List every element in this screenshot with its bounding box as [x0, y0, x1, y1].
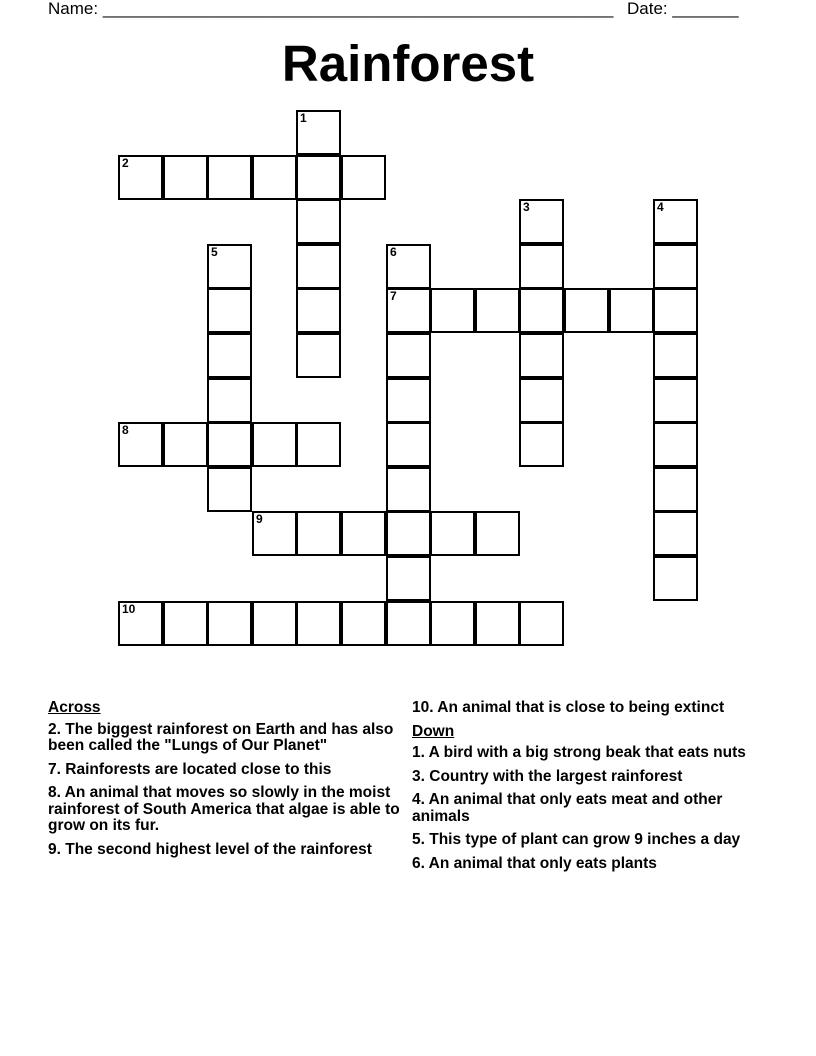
- clue-text: The second highest level of the rainforest: [65, 840, 372, 858]
- grid-cell[interactable]: [653, 378, 698, 423]
- grid-cell[interactable]: [163, 422, 208, 467]
- grid-cell[interactable]: [252, 601, 297, 646]
- clue-across-8: [48, 785, 403, 835]
- grid-cell[interactable]: [519, 199, 564, 244]
- grid-cell[interactable]: [653, 467, 698, 512]
- grid-cell[interactable]: [475, 511, 520, 556]
- clue-text: An animal that moves so slowly in the moist rainforest of South America that algae is able to grow on its fur.: [48, 784, 400, 834]
- grid-cell[interactable]: [118, 601, 163, 646]
- grid-cell[interactable]: [207, 467, 252, 512]
- clue-number: 5.: [412, 831, 425, 848]
- name-label: Name:: [48, 0, 99, 18]
- grid-cell[interactable]: [207, 601, 252, 646]
- grid-cell[interactable]: [386, 467, 431, 512]
- clue-number: 10.: [412, 699, 434, 716]
- clue-number: 4.: [412, 791, 425, 808]
- grid-cell[interactable]: [252, 511, 297, 556]
- grid-cell[interactable]: [519, 244, 564, 289]
- grid-cell[interactable]: [653, 244, 698, 289]
- clue-number: 8.: [48, 784, 61, 801]
- grid-cell[interactable]: [296, 601, 341, 646]
- clue-text: Country with the largest rainforest: [429, 767, 683, 785]
- clue-down-6: [412, 856, 757, 873]
- down-heading: Down: [412, 722, 455, 740]
- grid-cell[interactable]: [386, 244, 431, 289]
- clue-text: Rainforests are located close to this: [65, 760, 332, 778]
- clue-number-label: 7: [390, 289, 397, 303]
- grid-cell[interactable]: [207, 422, 252, 467]
- grid-cell[interactable]: [252, 422, 297, 467]
- grid-cell[interactable]: [207, 333, 252, 378]
- clue-number: 2.: [48, 720, 61, 738]
- grid-cell[interactable]: [296, 511, 341, 556]
- clue-text: An animal that only eats meat and other animals: [412, 791, 723, 825]
- grid-cell[interactable]: [430, 601, 475, 646]
- clue-down-5: [412, 832, 757, 849]
- clue-number-label: 2: [122, 156, 129, 170]
- grid-cell[interactable]: [386, 378, 431, 423]
- grid-cell[interactable]: [386, 333, 431, 378]
- clue-number-label: 9: [256, 512, 263, 526]
- grid-cell[interactable]: [519, 601, 564, 646]
- grid-cell[interactable]: [341, 601, 386, 646]
- grid-cell[interactable]: [296, 333, 341, 378]
- grid-cell[interactable]: [341, 511, 386, 556]
- clues-left-column: [48, 700, 403, 865]
- grid-cell[interactable]: [430, 511, 475, 556]
- name-line[interactable]: ______________________________________________________: [102, 0, 614, 18]
- clue-text: An animal that is close to being extinct: [437, 699, 725, 716]
- clue-text: The biggest rainforest on Earth and has also been called the "Lungs of Our Planet": [48, 720, 394, 754]
- clue-number: 7.: [48, 760, 61, 778]
- clue-number: 1.: [412, 744, 425, 761]
- grid-cell[interactable]: [207, 378, 252, 423]
- clue-number: 9.: [48, 840, 61, 858]
- clue-number-label: 5: [211, 245, 218, 259]
- clue-across-2: [48, 722, 403, 755]
- grid-cell[interactable]: [207, 288, 252, 333]
- grid-cell[interactable]: [475, 601, 520, 646]
- clue-number-label: 4: [657, 200, 664, 214]
- grid-cell[interactable]: [163, 601, 208, 646]
- clue-number-label: 3: [523, 200, 530, 214]
- grid-cell[interactable]: [386, 511, 431, 556]
- grid-cell[interactable]: [430, 288, 475, 333]
- grid-cell[interactable]: [653, 556, 698, 601]
- grid-cell[interactable]: [609, 288, 654, 333]
- grid-cell[interactable]: [519, 422, 564, 467]
- grid-cell[interactable]: [653, 422, 698, 467]
- grid-cell[interactable]: [386, 288, 431, 333]
- clue-number: 6.: [412, 854, 425, 872]
- grid-cell[interactable]: [207, 244, 252, 289]
- clue-across-9: [48, 842, 403, 859]
- clue-text: An animal that only eats plants: [428, 854, 657, 872]
- grid-cell[interactable]: [519, 288, 564, 333]
- grid-cell[interactable]: [653, 288, 698, 333]
- across-heading: Across: [48, 699, 101, 716]
- clue-number: 3.: [412, 767, 425, 785]
- clue-down-3: [412, 769, 757, 786]
- date-label: Date:: [627, 0, 668, 18]
- clue-across-10: [412, 700, 757, 717]
- date-line[interactable]: _______: [672, 0, 739, 18]
- clue-down-4: [412, 792, 757, 825]
- grid-cell[interactable]: [386, 422, 431, 467]
- grid-cell[interactable]: [296, 288, 341, 333]
- grid-cell[interactable]: [386, 556, 431, 601]
- grid-cell[interactable]: [296, 422, 341, 467]
- grid-cell[interactable]: [118, 422, 163, 467]
- grid-cell[interactable]: [653, 511, 698, 556]
- clue-number-label: 6: [390, 245, 397, 259]
- grid-cell[interactable]: [296, 110, 341, 155]
- grid-cell[interactable]: [519, 378, 564, 423]
- clue-text: This type of plant can grow 9 inches a day: [429, 831, 741, 848]
- clue-number-label: 10: [122, 602, 136, 616]
- grid-cell[interactable]: [296, 199, 341, 244]
- clue-text: A bird with a big strong beak that eats nuts: [428, 744, 746, 761]
- grid-cell[interactable]: [296, 244, 341, 289]
- clue-number-label: 1: [300, 111, 307, 125]
- clue-across-7: [48, 762, 403, 779]
- grid-cell[interactable]: [118, 155, 163, 200]
- grid-cell[interactable]: [653, 333, 698, 378]
- clues-right-column: [412, 700, 757, 879]
- grid-cell[interactable]: [207, 155, 252, 200]
- grid-cell[interactable]: [475, 288, 520, 333]
- grid-cell[interactable]: [296, 155, 341, 200]
- clue-down-1: [412, 745, 757, 762]
- grid-cell[interactable]: [386, 601, 431, 646]
- grid-cell[interactable]: [653, 199, 698, 244]
- grid-cell[interactable]: [252, 155, 297, 200]
- grid-cell[interactable]: [341, 155, 386, 200]
- page-title: Rainforest: [281, 35, 535, 92]
- grid-cell[interactable]: [163, 155, 208, 200]
- clue-number-label: 8: [122, 423, 129, 437]
- grid-cell[interactable]: [564, 288, 609, 333]
- grid-cell[interactable]: [519, 333, 564, 378]
